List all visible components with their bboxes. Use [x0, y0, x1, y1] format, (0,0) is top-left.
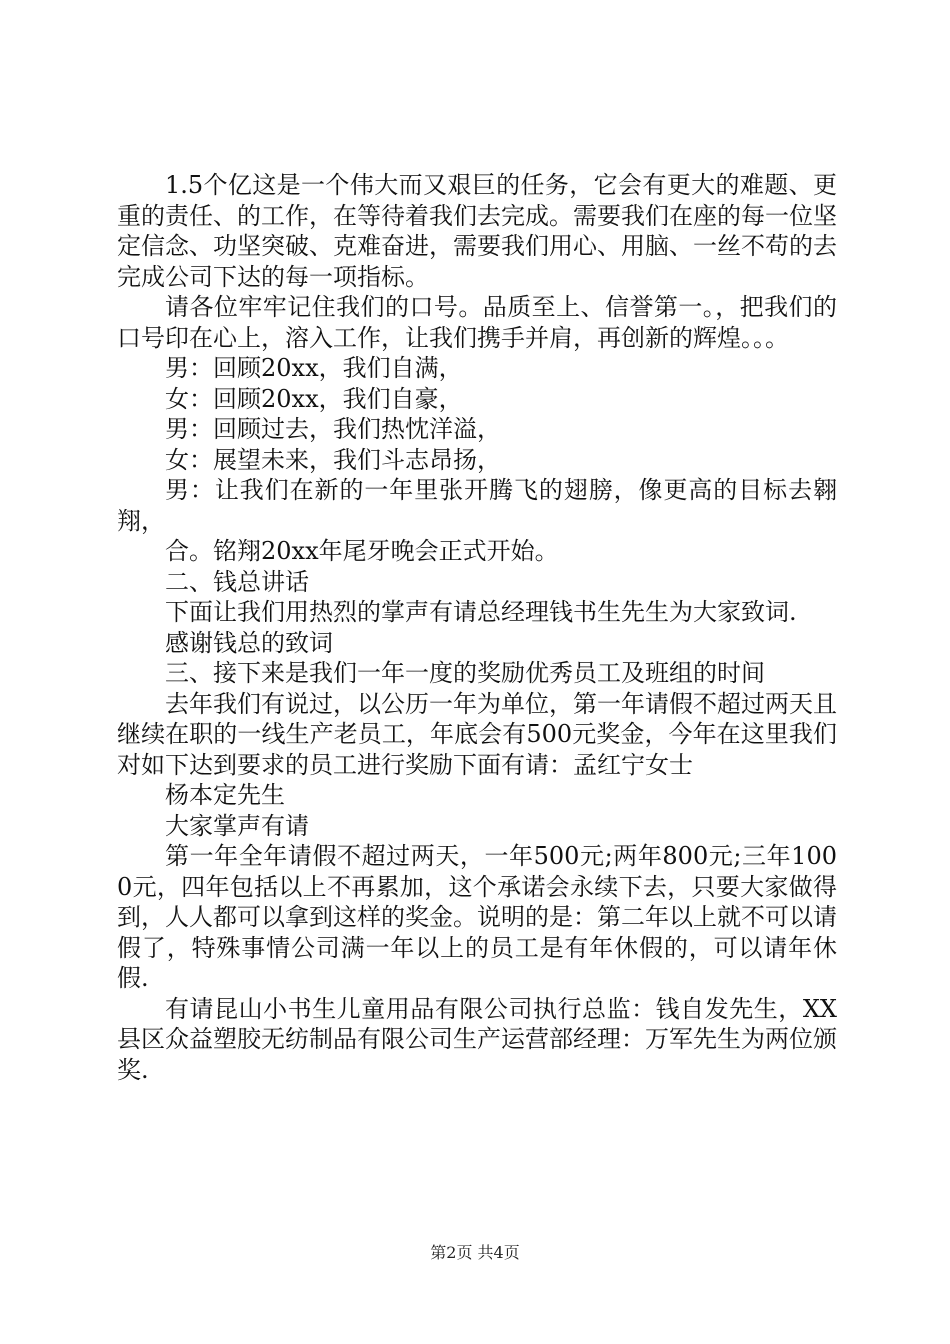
paragraph: 大家掌声有请: [165, 811, 309, 840]
dialogue-line: 男：回顾20xx，我们自满，: [165, 354, 463, 382]
paragraph: 下面让我们用热烈的掌声有请总经理钱书生先生为大家致词.: [165, 598, 797, 626]
paragraph: 1.5个亿这是一个伟大而又艰巨的任务，它会有更大的难题、更重的责任、的工作，在等待着我们去完成。需要我们在座的每一位坚定信念、功坚突破、克难奋进，需要我们用心、用脑、一丝不苟的去完成公司下达的每一项指标。: [117, 171, 837, 291]
dialogue-line: 男：回顾过去，我们热忱洋溢，: [165, 415, 501, 443]
paragraph: 杨本定先生: [165, 781, 285, 809]
document-body: [117, 170, 837, 1085]
paragraph: 请各位牢牢记住我们的口号。品质至上、信誉第一。，把我们的口号印在心上，溶入工作，让我们携手并肩，再创新的辉煌。。。: [117, 293, 837, 352]
dialogue-line: 男：让我们在新的一年里张开腾飞的翅膀，像更高的目标去翱翔，: [117, 476, 837, 535]
dialogue-line: 女：回顾20xx，我们自豪，: [165, 384, 463, 413]
paragraph: 去年我们有说过，以公历一年为单位，第一年请假不超过两天且继续在职的一线生产老员工，年底会有500元奖金，今年在这里我们对如下达到要求的员工进行奖励下面有请：孟红宁女士: [117, 689, 837, 779]
dialogue-line: 合。铭翔20xx年尾牙晚会正式开始。: [165, 537, 559, 565]
section-heading: 三、接下来是我们一年一度的奖励优秀员工及班组的时间: [165, 659, 765, 687]
page-number-footer: 第2页 共4页: [430, 1243, 520, 1262]
dialogue-line: 女：展望未来，我们斗志昂扬，: [165, 445, 501, 474]
paragraph: 第一年全年请假不超过两天，一年500元;两年800元;三年1000元，四年包括以上不再累加，这个承诺会永续下去，只要大家做得到，人人都可以拿到这样的奖金。说明的是：第二年以上就不可以请假了，特殊事情公司满一年以上的员工是有年休假的，可以请年休假.: [117, 842, 837, 992]
paragraph: 有请昆山小书生儿童用品有限公司执行总监：钱自发先生，XX县区众益塑胶无纺制品有限公司生产运营部经理：万军先生为两位颁奖.: [117, 994, 837, 1084]
paragraph: 感谢钱总的致词: [165, 628, 333, 657]
section-heading: 二、钱总讲话: [165, 567, 309, 596]
